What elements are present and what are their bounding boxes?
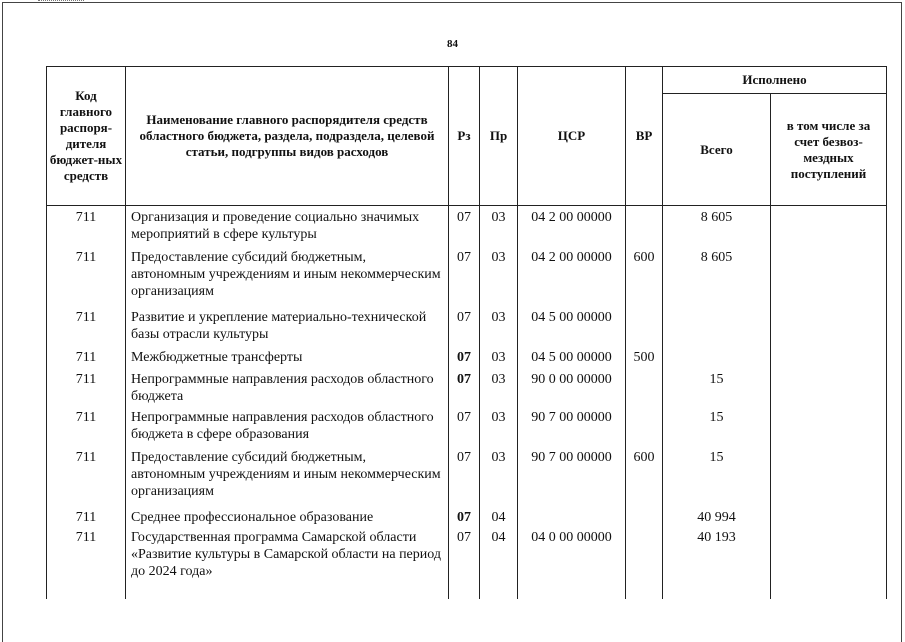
header-pr: Пр — [480, 67, 518, 206]
table-row — [47, 349, 887, 371]
budget-table — [46, 66, 887, 599]
cell-code: 711 — [47, 309, 126, 349]
cell-code: 711 — [47, 349, 126, 371]
table-row — [47, 529, 887, 599]
cell-csr: 04 0 00 00000 — [518, 529, 626, 599]
cell-csr: 04 5 00 00000 — [518, 309, 626, 349]
cell-csr: 90 0 00 00000 — [518, 371, 626, 409]
cell-rz: 07 — [449, 409, 480, 449]
cell-csr: 04 2 00 00000 — [518, 249, 626, 309]
table-row — [47, 209, 887, 249]
cell-code: 711 — [47, 249, 126, 309]
header-total: Всего — [663, 94, 771, 206]
cell-rz: 07 — [449, 529, 480, 599]
cell-rz: 07 — [449, 249, 480, 309]
header-name: Наименование главного распорядителя средств областного бюджета, раздела, подраздела, целевой статьи, подгруппы видов расходов — [126, 67, 449, 206]
cell-csr — [518, 509, 626, 529]
cell-incl — [771, 529, 887, 599]
cell-name: Государственная программа Самарской области «Развитие культуры в Самарской области на период до 2024 года» — [126, 529, 449, 599]
cell-name: Непрограммные направления расходов областного бюджета — [126, 371, 449, 409]
table-row — [47, 449, 887, 509]
table-row — [47, 509, 887, 529]
cell-total: 15 — [663, 409, 771, 449]
cell-vr — [626, 509, 663, 529]
cell-pr: 03 — [480, 409, 518, 449]
cell-name: Межбюджетные трансферты — [126, 349, 449, 371]
cell-pr: 03 — [480, 309, 518, 349]
cell-total: 40 994 — [663, 509, 771, 529]
cell-rz: 07 — [449, 371, 480, 409]
header-code: Код главного распоря-дителя бюджет-ных средств — [47, 67, 126, 206]
cell-incl — [771, 449, 887, 509]
cell-name: Организация и проведение социально значимых мероприятий в сфере культуры — [126, 209, 449, 249]
cell-total: 15 — [663, 371, 771, 409]
cell-csr: 04 5 00 00000 — [518, 349, 626, 371]
cell-csr: 90 7 00 00000 — [518, 449, 626, 509]
table-body — [47, 206, 887, 600]
cell-code: 711 — [47, 371, 126, 409]
cell-incl — [771, 371, 887, 409]
table-row — [47, 249, 887, 309]
cell-incl — [771, 209, 887, 249]
cell-vr — [626, 209, 663, 249]
cell-pr: 03 — [480, 449, 518, 509]
table-row — [47, 309, 887, 349]
table-row — [47, 409, 887, 449]
cell-name: Среднее профессиональное образование — [126, 509, 449, 529]
cell-csr: 90 7 00 00000 — [518, 409, 626, 449]
cell-name: Предоставление субсидий бюджетным, автономным учреждениям и иным некоммерческим организациям — [126, 249, 449, 309]
cell-code: 711 — [47, 509, 126, 529]
cell-csr: 04 2 00 00000 — [518, 209, 626, 249]
header-incl: в том числе за счет безвоз-мездных поступлений — [771, 94, 887, 206]
cell-pr: 04 — [480, 529, 518, 599]
cell-pr: 04 — [480, 509, 518, 529]
cell-code: 711 — [47, 409, 126, 449]
table-header — [47, 67, 887, 206]
cell-incl — [771, 249, 887, 309]
cell-rz: 07 — [449, 309, 480, 349]
header-csr: ЦСР — [518, 67, 626, 206]
cell-rz: 07 — [449, 449, 480, 509]
cell-vr — [626, 529, 663, 599]
cell-incl — [771, 509, 887, 529]
cell-code: 711 — [47, 209, 126, 249]
cell-vr: 600 — [626, 249, 663, 309]
header-rz: Рз — [449, 67, 480, 206]
cell-rz: 07 — [449, 509, 480, 529]
cell-name: Предоставление субсидий бюджетным, автономным учреждениям и иным некоммерческим организациям — [126, 449, 449, 509]
cell-total — [663, 349, 771, 371]
cell-pr: 03 — [480, 249, 518, 309]
cell-rz: 07 — [449, 209, 480, 249]
table-row — [47, 371, 887, 409]
cell-vr — [626, 309, 663, 349]
cell-incl — [771, 349, 887, 371]
top-mark — [38, 0, 84, 3]
header-vr: ВР — [626, 67, 663, 206]
cell-pr: 03 — [480, 371, 518, 409]
cell-total — [663, 309, 771, 349]
cell-vr — [626, 409, 663, 449]
budget-table-wrap — [46, 66, 887, 599]
cell-vr: 600 — [626, 449, 663, 509]
cell-total: 15 — [663, 449, 771, 509]
cell-vr: 500 — [626, 349, 663, 371]
cell-pr: 03 — [480, 349, 518, 371]
cell-vr — [626, 371, 663, 409]
cell-total: 8 605 — [663, 209, 771, 249]
cell-pr: 03 — [480, 209, 518, 249]
cell-rz: 07 — [449, 349, 480, 371]
cell-incl — [771, 409, 887, 449]
header-executed: Исполнено — [663, 67, 887, 94]
cell-total: 40 193 — [663, 529, 771, 599]
cell-name: Непрограммные направления расходов областного бюджета в сфере образования — [126, 409, 449, 449]
cell-name: Развитие и укрепление материально-технической базы отрасли культуры — [126, 309, 449, 349]
page-number: 84 — [447, 38, 458, 50]
cell-code: 711 — [47, 449, 126, 509]
cell-code: 711 — [47, 529, 126, 599]
cell-incl — [771, 309, 887, 349]
cell-total: 8 605 — [663, 249, 771, 309]
